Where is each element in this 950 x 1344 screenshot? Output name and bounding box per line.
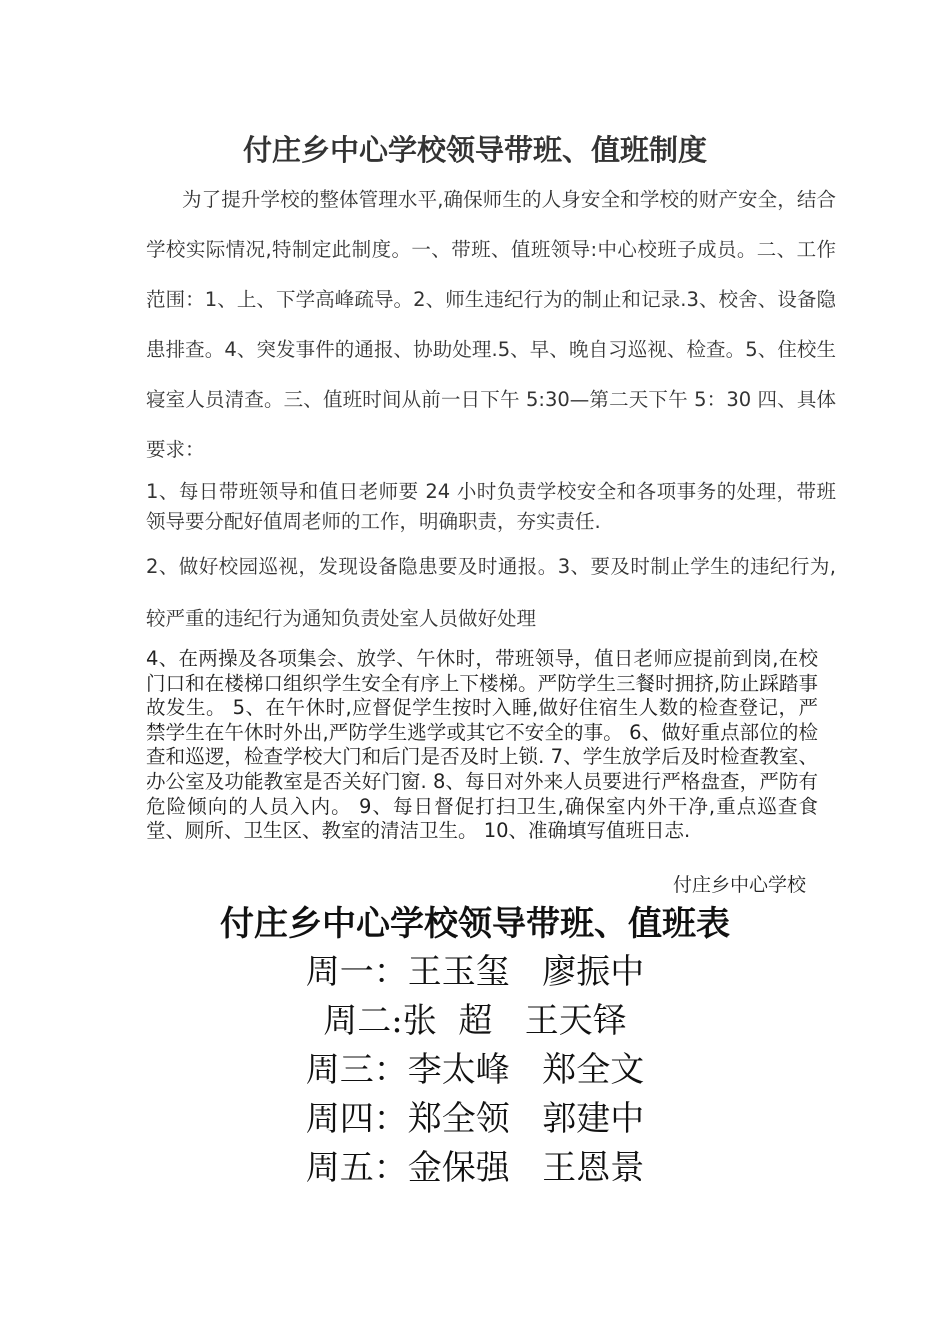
- duty-roster: [0, 948, 950, 1193]
- roster-row-tuesday: 周二:张 超 王天铎: [323, 1001, 627, 1041]
- requirement-paragraph-2: 2、做好校园巡视，发现设备隐患要及时通报。3、要及时制止学生的违纪行为,较严重的违纪行为通知负责处室人员做好处理: [146, 555, 836, 630]
- intro-paragraph: 为了提升学校的整体管理水平,确保师生的人身安全和学校的财产安全，结合学校实际情况,特制定此制度。一、带班、值班领导:中心校班子成员。二、工作范围：1、上、下学高峰疏导。2、师生违纪行为的制止和记录.3、校舍、设备隐患排查。4、突发事件的通报、协助处理.5、早、晚自习巡视、检查。5、住校生寝室人员清查。三、值班时间从前一日下午 5:30—第二天下午 5：30 四、具体要求：: [146, 188, 836, 461]
- document-title: 付庄乡中心学校领导带班、值班制度: [242, 133, 707, 167]
- roster-row-thursday: 周四：郑全领 郭建中: [305, 1099, 645, 1139]
- signature: 付庄乡中心学校: [672, 874, 806, 896]
- requirement-paragraph-1: 1、每日带班领导和值日老师要 24 小时负责学校安全和各项事务的处理，带班领导要分配好值周老师的工作，明确职责，夯实责任.: [146, 480, 836, 533]
- requirement-paragraph-3: 4、在两操及各项集会、放学、午休时，带班领导，值日老师应提前到岗,在校门口和在楼梯口组织学生安全有序上下楼梯。严防学生三餐时拥挤,防止踩踏事故发生。 5、在午休时,应督促学生按时入睡,做好住宿生人数的检查登记，严禁学生在午休时外出,严防学生逃学或其它不安全的事。 6、做好重点部位的检查和巡逻，检查学校大门和后门是否及时上锁. 7、学生放学后及时检查教室、办公室及功能教室是否关好门窗. 8、每日对外来人员要进行严格盘查，严防有危险倾向的人员入内。 9、每日督促打扫卫生,确保室内外干净,重点巡查食堂、厕所、卫生区、教室的清洁卫生。 10、准确填写值班日志.: [146, 647, 818, 843]
- roster-row-wednesday: 周三：李太峰 郑全文: [305, 1050, 645, 1090]
- roster-row-friday: 周五：金保强 王恩景: [305, 1148, 645, 1188]
- duty-table-title: 付庄乡中心学校领导带班、值班表: [220, 904, 730, 944]
- roster-row-monday: 周一：王玉玺 廖振中: [305, 952, 645, 992]
